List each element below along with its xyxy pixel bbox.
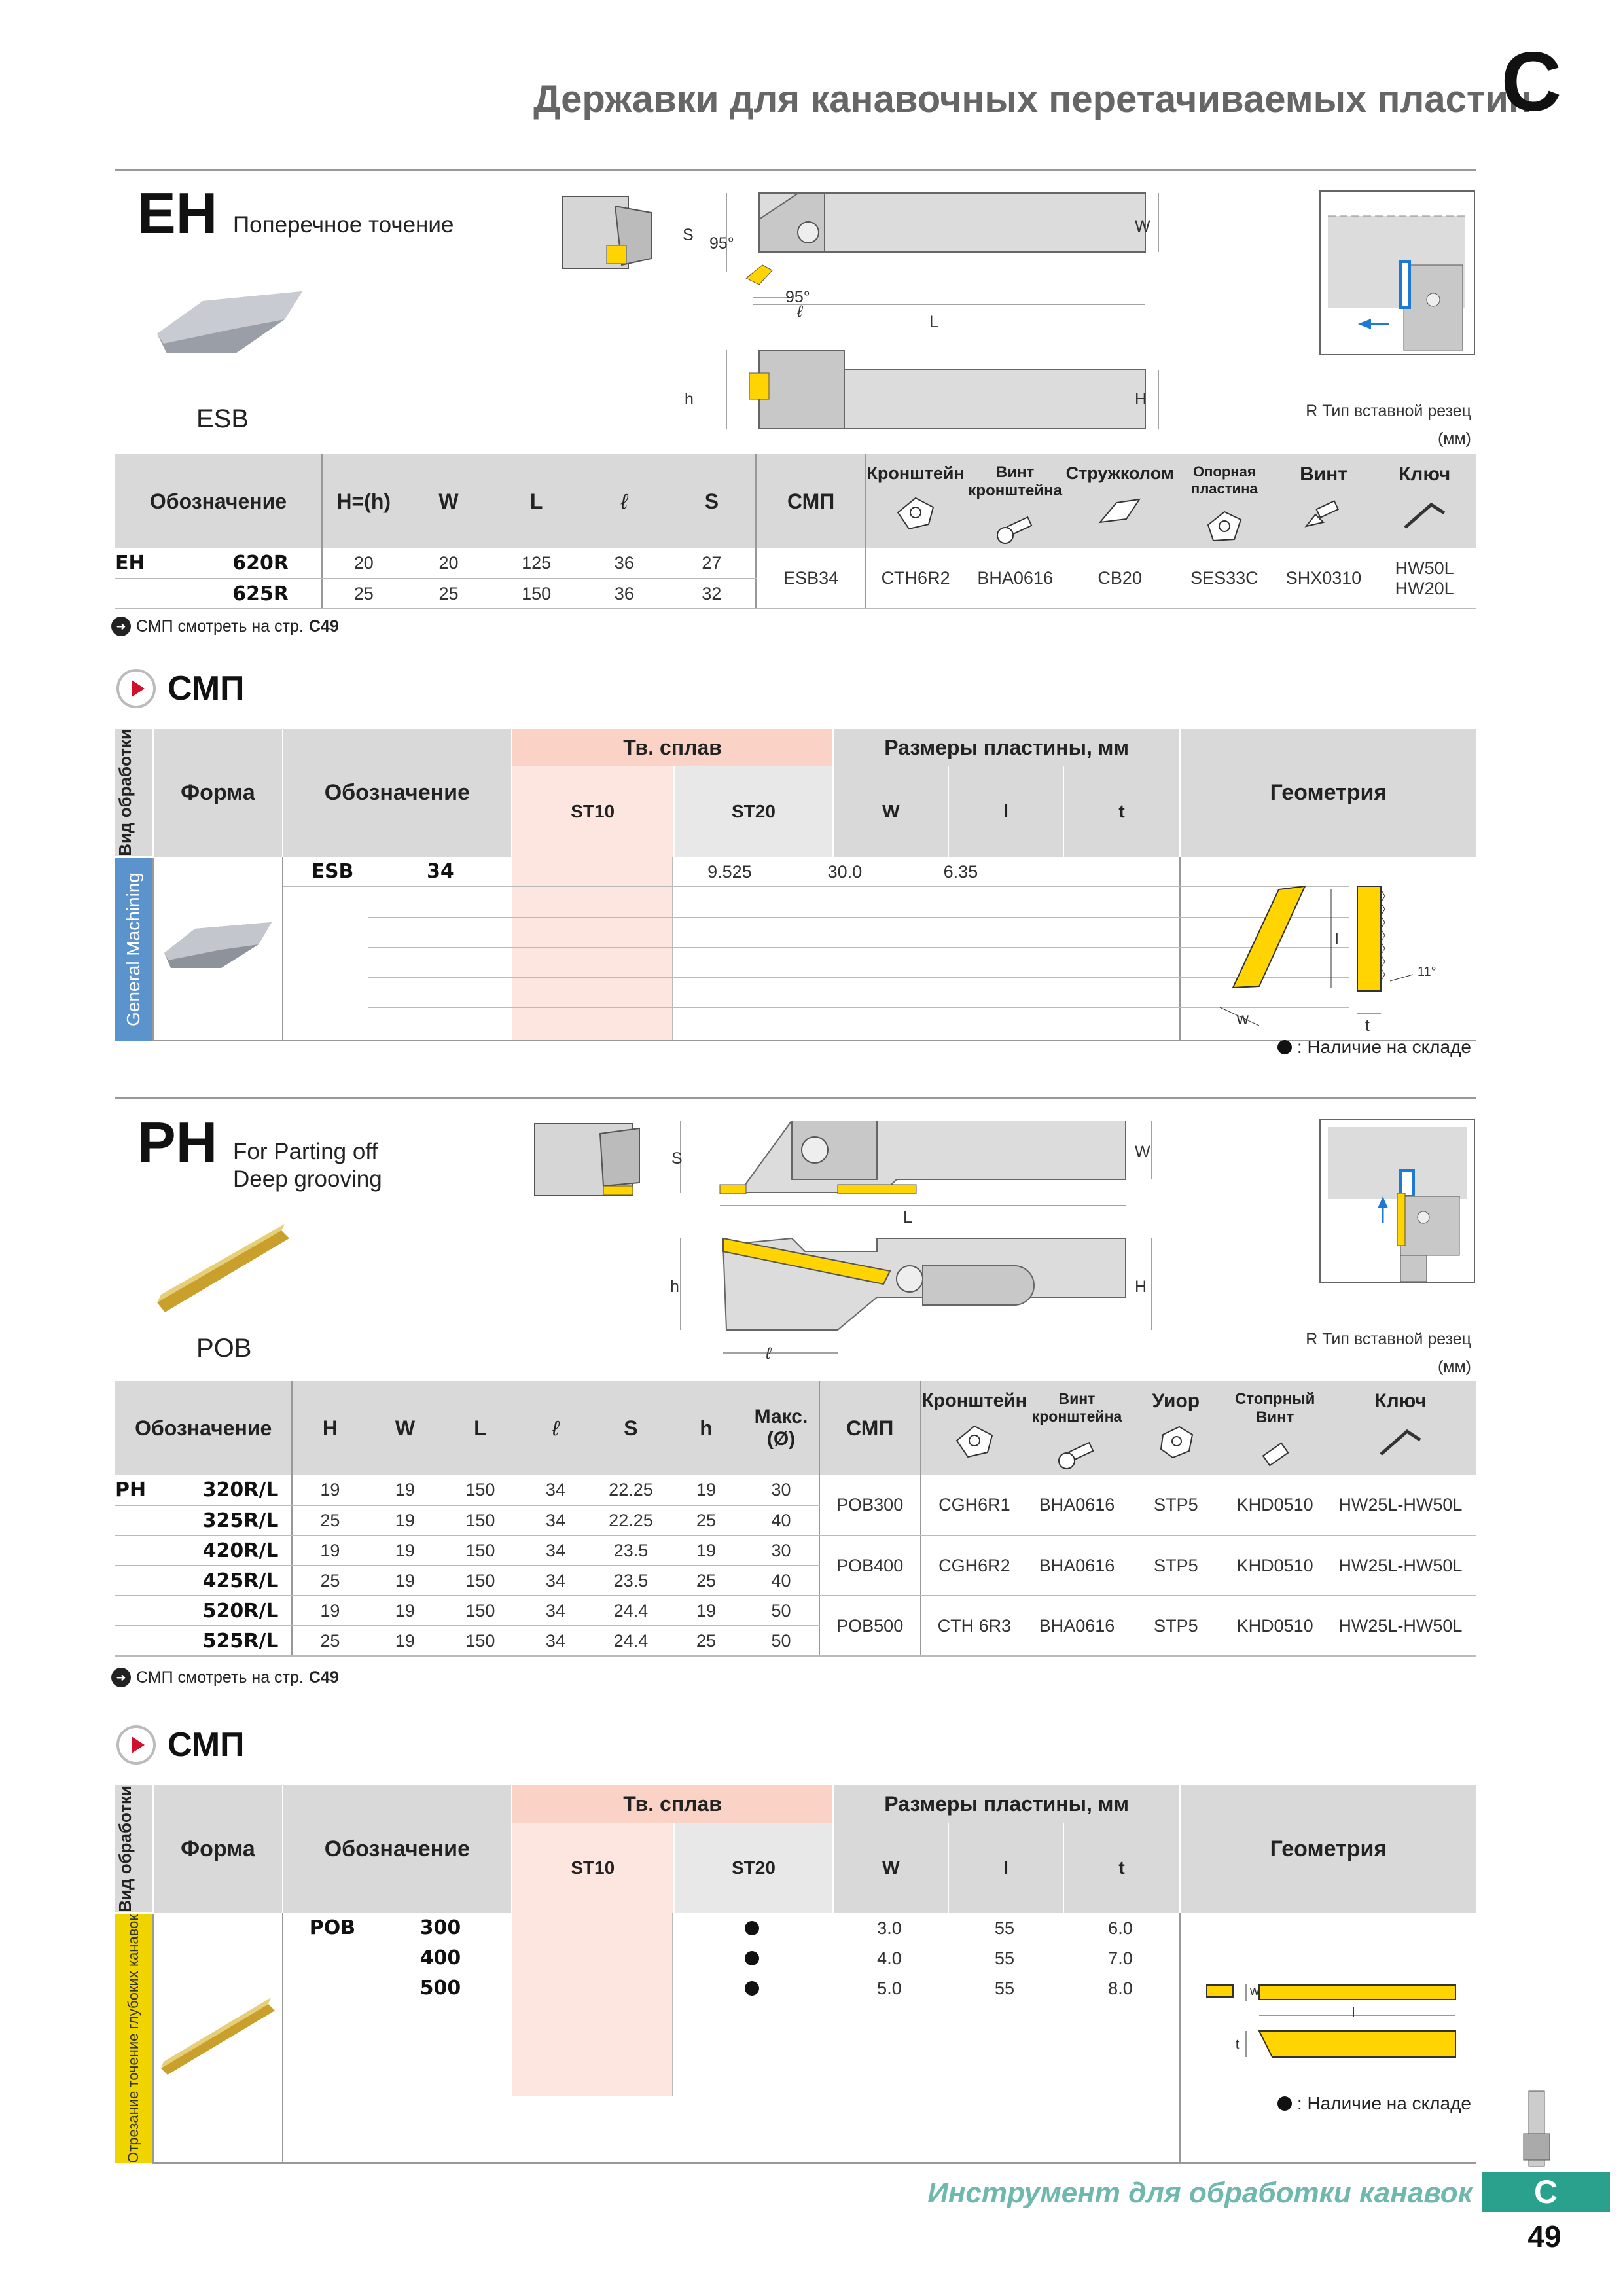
ph-dim-W: W (1135, 1143, 1150, 1161)
ph-application-view (1319, 1118, 1476, 1288)
stock-dot-icon (745, 1921, 759, 1935)
col-designation: Обозначение (115, 1381, 292, 1475)
hex-key-icon (1378, 1422, 1423, 1461)
stock-dot-icon (1277, 2096, 1292, 2111)
table-row: 625R (115, 579, 322, 609)
pob-form-image (153, 1913, 283, 2162)
table-row: 325R/L 25 19 150 34 22.25 25 40 (115, 1505, 1476, 1535)
eh-insert-label: ESB (196, 404, 249, 433)
esb-geometry-drawing: l w t 11° (1180, 857, 1476, 1041)
eh-smp-table: Вид обработки Форма Обозначение Тв. сплав Размеры пластины, мм Геометрия ST10 ST20 W l t General Machining ESB 34 9.525 30.0 6.35 l w t 11° (115, 729, 1476, 1041)
stock-dot-icon (745, 1981, 759, 1996)
ph-dim-H: H (1135, 1278, 1147, 1296)
col-w: W (404, 454, 492, 548)
col-chipbreaker: Стружколом (1066, 454, 1174, 548)
ph-see-note: ➜ СМП смотреть на стр. C49 (111, 1668, 339, 1687)
hex-key-icon (1402, 495, 1448, 534)
col-h-small: h (668, 1381, 743, 1475)
col-sizes: Размеры пластины, мм (833, 729, 1180, 766)
col-forma: Форма (153, 729, 283, 857)
col-l: L (492, 454, 580, 548)
col-h: H=(h) (322, 454, 404, 548)
table-row: 420R/L 19 19 150 34 23.5 19 30 POB400 CGH6R2 BHA0616 STP5 KHD0510 HW25L-HW50L (115, 1535, 1476, 1566)
screw-icon (1301, 495, 1347, 534)
eh-stock-legend: : Наличие на складе (1277, 1037, 1471, 1058)
divider (115, 1097, 1476, 1099)
col-l: L (442, 1381, 518, 1475)
col-s: S (668, 454, 756, 548)
play-icon (116, 1725, 156, 1765)
table-row: 400 4.0 55 7.0 (283, 1943, 1349, 1973)
table-row: 500 5.0 55 8.0 (283, 1973, 1349, 2003)
ph-spec-table (115, 1381, 1476, 1657)
col-bracket: Кронштейн (921, 1381, 1027, 1475)
eh-dim-L: L (929, 313, 938, 331)
footer-text: Инструмент для обработки канавок (927, 2177, 1472, 2209)
pob-geometry-drawing: w l t (1180, 1913, 1476, 2162)
eh-see-note: ➜ СМП смотреть на стр. C49 (111, 617, 339, 636)
eh-dim-s: S (683, 226, 694, 244)
table-row: POB 300 3.0 55 6.0 (283, 1913, 1349, 1943)
eh-subtitle: Поперечное точение (233, 212, 454, 238)
ph-dim-L: L (903, 1208, 912, 1227)
col-key: Ключ (1372, 454, 1476, 548)
ph-code: PH (137, 1110, 218, 1175)
screw-icon (1054, 1435, 1099, 1474)
bracket-icon (952, 1421, 997, 1460)
eh-unit: (мм) (1437, 429, 1471, 448)
ph-type-note: R Тип вставной резец (1306, 1330, 1471, 1348)
bracket-icon (893, 493, 938, 532)
eh-type-note: R Тип вставной резец (1306, 402, 1471, 420)
col-bracket-screw: Винт кронштейна (965, 454, 1066, 548)
stock-dot-icon (1277, 1040, 1292, 1054)
eh-smp-heading: СМП (116, 669, 245, 708)
ph-dim-l-small: ℓ (766, 1344, 772, 1363)
col-designation: Обозначение (115, 454, 322, 548)
ph-unit: (мм) (1437, 1357, 1471, 1376)
col-grade: Тв. сплав (512, 729, 834, 766)
eh-dim-angle2: 95° (785, 288, 810, 306)
stop-block-icon (1153, 1422, 1199, 1461)
col-s: S (593, 1381, 668, 1475)
footer-section-tab: C (1482, 2172, 1610, 2212)
table-row: 520R/L 19 19 150 34 24.4 19 50 POB500 CTH 6R3 BHA0616 STP5 KHD0510 HW25L-HW50L (115, 1596, 1476, 1626)
eh-dim-l-small: ℓ (797, 302, 803, 321)
support-plate-icon (1202, 507, 1247, 546)
stock-dot-icon (745, 1951, 759, 1965)
col-w: W (367, 1381, 442, 1475)
col-smp: СМП (756, 454, 866, 548)
ph-insert-label: POB (196, 1334, 252, 1363)
col-stop: Уиор (1126, 1381, 1225, 1475)
chipbreaker-icon (1097, 493, 1143, 532)
col-geometry: Геометрия (1180, 729, 1476, 857)
play-icon (116, 669, 156, 708)
eh-dim-H: H (1135, 390, 1147, 408)
eh-spec-table: Обозначение H=(h) W L ℓ S СМП Кронштейн Винт кронштейна Стружколом Опорная пластина Винт Ключ EH 620R 20 20 125 36 27 ESB34 CTH6R2 BHA0616 CB20 SES33C SHX0310 HW50L HW20L 625R 25 25 150 36 32 (115, 454, 1476, 609)
col-bracket-screw: Винт кронштейна (1027, 1381, 1126, 1475)
ph-smp-table: Вид обработки Форма Обозначение Тв. сплав Размеры пластины, мм Геометрия ST10 ST20 W l t Отрезание точение глубоких канавок POB 300 3.0 55 6.0 400 4.0 55 7.0 500 5.0 55 8.0 w l t (115, 1785, 1476, 2164)
eh-dim-W: W (1135, 217, 1150, 236)
col-h: H (292, 1381, 367, 1475)
col-l-small: ℓ (518, 1381, 593, 1475)
table-row: PH 320R/L 19 19 150 34 22.25 19 30 POB300 CGH6R1 BHA0616 STP5 KHD0510 HW25L-HW50L (115, 1475, 1476, 1505)
table-row: 425R/L 25 19 150 34 23.5 25 40 (115, 1566, 1476, 1596)
col-forma: Форма (153, 1785, 283, 1913)
col-support: Опорная пластина (1174, 454, 1275, 548)
col-designation: Обозначение (283, 729, 512, 857)
ph-holder-image (531, 1121, 646, 1209)
col-l-small: ℓ (580, 454, 668, 548)
eh-code: EH (137, 181, 218, 245)
grooving-tool-icon (1517, 2088, 1556, 2173)
page-number: 49 (1527, 2219, 1561, 2253)
arrow-right-icon: ➜ (111, 617, 131, 636)
ph-subtitle-1: For Parting off (233, 1139, 378, 1164)
esb-form-image (153, 857, 283, 1041)
eh-holder-image (560, 193, 658, 281)
ph-stock-legend: : Наличие на складе (1277, 2093, 1471, 2114)
ph-dimension-drawing (668, 1121, 1178, 1372)
col-key: Ключ (1325, 1381, 1476, 1475)
ph-dim-h: h (670, 1278, 679, 1296)
ph-dim-s: S (671, 1149, 683, 1168)
pob-insert-image (151, 1217, 294, 1325)
col-max: Макс. (Ø) (743, 1381, 819, 1475)
ph-subtitle-2: Deep grooving (233, 1166, 382, 1192)
ph-smp-heading: СМП (116, 1725, 245, 1765)
esb-insert-image (151, 281, 308, 370)
col-bracket: Кронштейн (866, 454, 964, 548)
col-designation: Обозначение (283, 1785, 512, 1913)
arrow-right-icon: ➜ (111, 1668, 131, 1687)
section-letter: C (1501, 35, 1561, 129)
eh-dim-angle1: 95° (709, 234, 734, 253)
col-smp: СМП (819, 1381, 921, 1475)
table-row: ESB 34 9.525 30.0 6.35 (283, 857, 1349, 887)
divider (115, 169, 1476, 171)
screw-icon (992, 509, 1038, 548)
col-screw: Винт (1275, 454, 1372, 548)
table-row: EH 620R (115, 548, 322, 579)
set-screw-icon (1252, 1436, 1298, 1475)
table-row: 525R/L 25 19 150 34 24.4 25 50 (115, 1626, 1476, 1656)
eh-dim-h: h (685, 390, 694, 408)
eh-dimension-drawing (674, 187, 1178, 445)
col-grade: Тв. сплав (512, 1785, 834, 1823)
col-geometry: Геометрия (1180, 1785, 1476, 1913)
col-sizes: Размеры пластины, мм (833, 1785, 1180, 1823)
col-stop-screw: Стопрный Винт (1226, 1381, 1325, 1475)
page-title: Державки для канавочных перетачиваемых пластин (533, 78, 1531, 120)
eh-application-view (1319, 190, 1476, 360)
